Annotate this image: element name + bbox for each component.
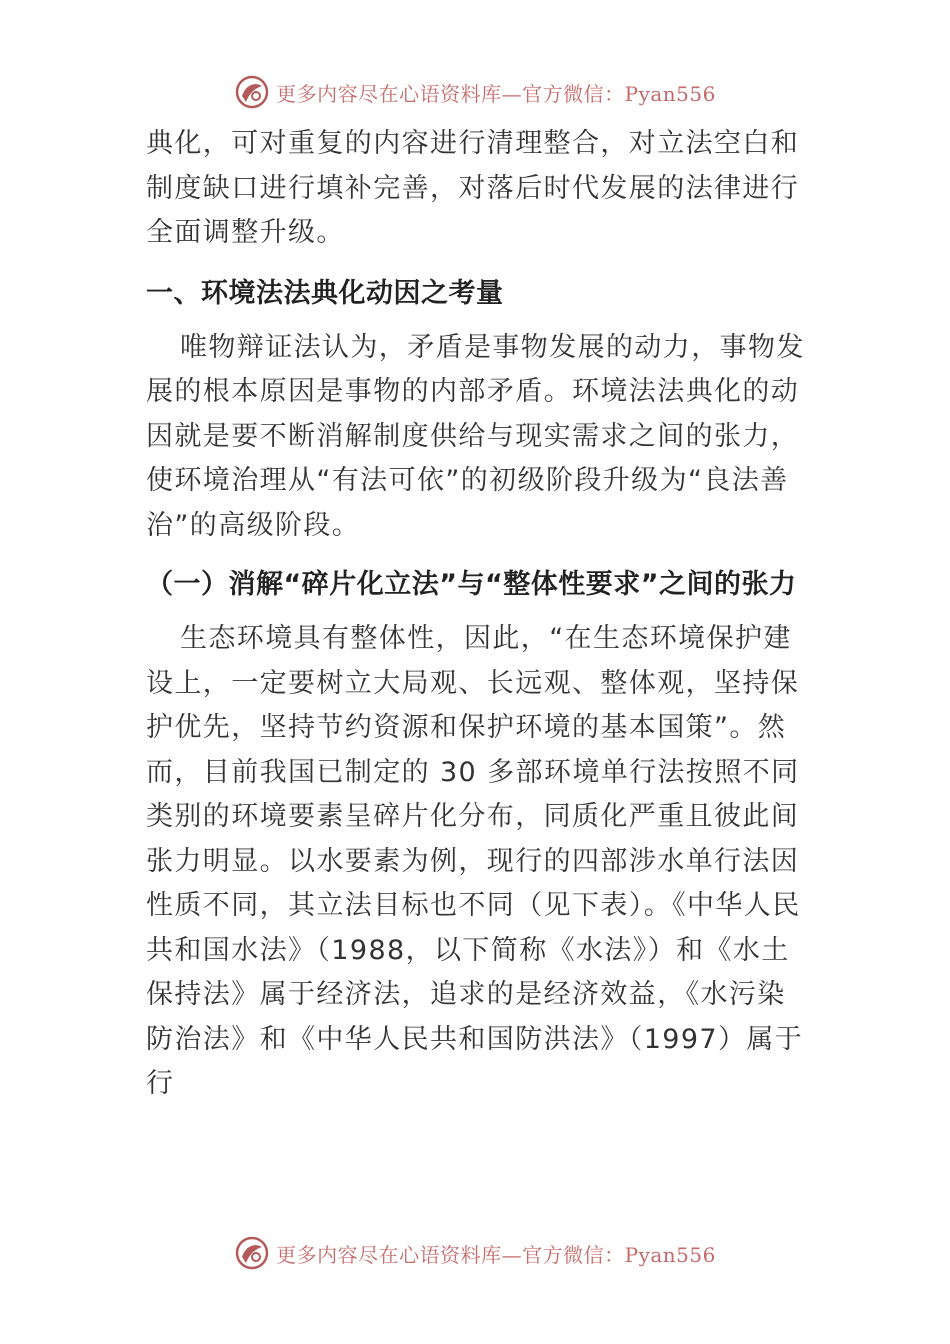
paragraph-2: 生态环境具有整体性，因此，“在生态环境保护建设上，一定要树立大局观、长远观、整体观，坚持保护优先，坚持节约资源和保护环境的基本国策”。然而，目前我国已制定的 30 多部环境单行法按照不同类别的环境要素呈碎片化分布，同质化严重且彼此间张力明显。以水要素为例，现行的四部涉水单行法因性质不同，其立法目标也不同（见下表）。《中华人民共和国水法》（1988，以下简称《水法》）和《水土保持法》属于经济法，追求的是经济效益，《水污染防治法》和《中华人民共和国防洪法》（1997）属于行 [146, 623, 804, 1099]
paragraph-continued: 典化，可对重复的内容进行清理整合，对立法空白和制度缺口进行填补完善，对落后时代发展的法律进行全面调整升级。 [146, 128, 800, 248]
section-heading-1: 一、环境法法典化动因之考量 [146, 277, 504, 309]
paragraph-1: 唯物辩证法认为，矛盾是事物发展的动力，事物发展的根本原因是事物的内部矛盾。环境法法典化的动因就是要不断消解制度供给与现实需求之间的张力，使环境治理从“有法可依”的初级阶段升级为“良法善治”的高级阶段。 [146, 331, 805, 541]
logo-icon [234, 74, 270, 110]
header-watermark [0, 70, 950, 114]
footer-watermark [0, 1231, 950, 1275]
header-watermark-text: 更多内容尽在心语资料库—官方微信：Pyan556 [276, 81, 716, 106]
logo-icon [234, 1235, 270, 1271]
section-heading-2: （一）消解“碎片化立法”与“整体性要求”之间的张力 [146, 569, 797, 600]
footer-watermark-text: 更多内容尽在心语资料库—官方微信：Pyan556 [276, 1242, 716, 1267]
document-body [146, 122, 810, 1107]
